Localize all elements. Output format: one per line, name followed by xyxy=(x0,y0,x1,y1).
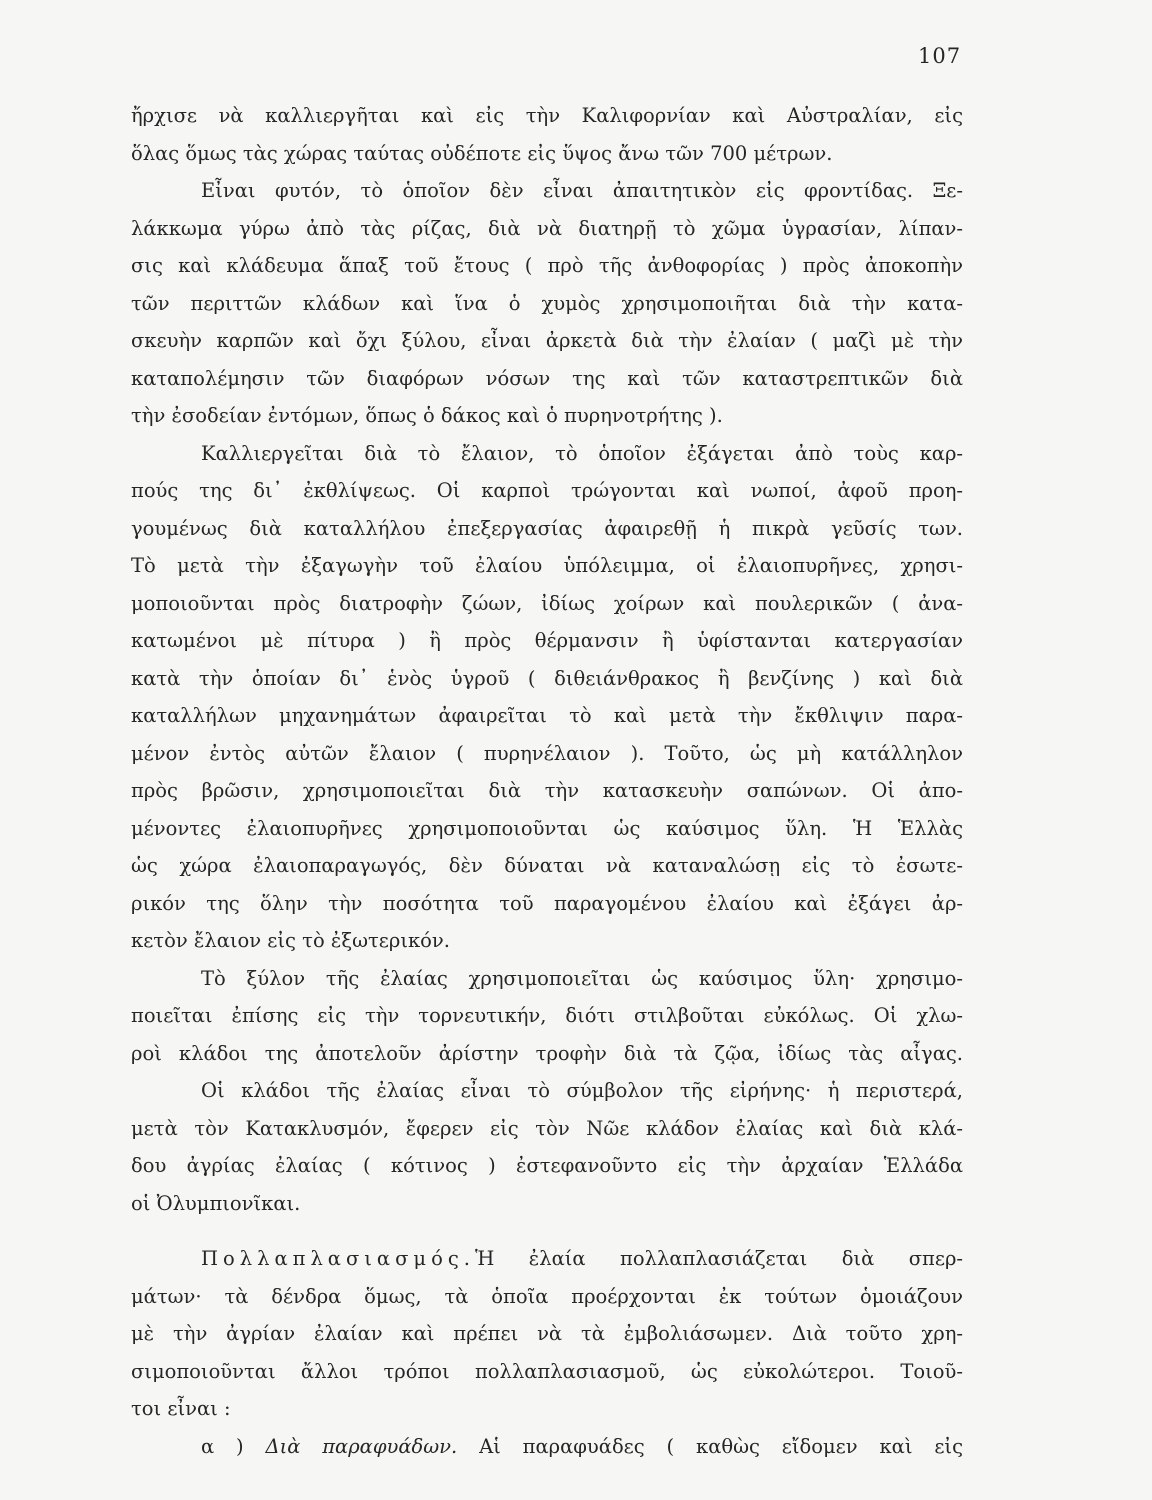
text-line: Τὸ μετὰ τὴν ἐξαγωγὴν τοῦ ἐλαίου ὑπόλειμμα, οἱ ἐλαιοπυρῆνες, χρησι- xyxy=(131,554,963,577)
body-text xyxy=(131,97,963,1465)
text-line: κατωμένοι μὲ πίτυρα ) ἢ πρὸς θέρμανσιν ἢ ὑφίστανται κατεργασίαν xyxy=(131,629,963,652)
text-line: καταπολέμησιν τῶν διαφόρων νόσων της καὶ τῶν καταστρεπτικῶν διὰ xyxy=(131,366,963,390)
text-line: σκευὴν καρπῶν καὶ ὄχι ξύλου, εἶναι ἀρκετὰ διὰ τὴν ἐλαίαν ( μαζὶ μὲ τὴν xyxy=(131,329,963,352)
text-line: γουμένως διὰ καταλλήλου ἐπεξεργασίας ἀφαιρεθῇ ἡ πικρὰ γεῦσίς των. xyxy=(131,516,963,540)
text-line: ροὶ κλάδοι της ἀποτελοῦν ἀρίστην τροφὴν διὰ τὰ ζῷα, ἰδίως τὰς αἶγας. xyxy=(131,1041,963,1065)
text-line: μένον ἐντὸς αὐτῶν ἔλαιον ( πυρηνέλαιον ). Τοῦτο, ὡς μὴ κατάλληλον xyxy=(131,741,963,765)
section-first-line xyxy=(131,1240,963,1278)
page-number: 107 xyxy=(918,44,962,68)
text-line: κατὰ τὴν ὁποίαν δι᾽ ἑνὸς ὑγροῦ ( διθειάνθρακος ἢ βενζίνης ) καὶ διὰ xyxy=(131,666,963,690)
text-line: καταλλήλων μηχανημάτων ἀφαιρεῖται τὸ καὶ μετὰ τὴν ἔκθλιψιν παρα- xyxy=(131,704,963,727)
text-line: Εἶναι φυτόν, τὸ ὁποῖον δὲν εἶναι ἀπαιτητικὸν εἰς φροντίδας. Ξε- xyxy=(201,179,963,202)
text-line: τὴν ἐσοδείαν ἐντόμων, ὅπως ὁ δάκος καὶ ὁ πυρηνοτρήτης ). xyxy=(131,404,723,427)
text-line: σιμοποιοῦνται ἄλλοι τρόποι πολλαπλασιασμοῦ, ὡς εὐκολώτεροι. Τοιοῦ- xyxy=(131,1359,963,1383)
text-line: Καλλιεργεῖται διὰ τὸ ἔλαιον, τὸ ὁποῖον ἐξάγεται ἀπὸ τοὺς καρ- xyxy=(201,441,963,465)
text-line: πρὸς βρῶσιν, χρησιμοποιεῖται διὰ τὴν κατασκευὴν σαπώνων. Οἱ ἀπο- xyxy=(131,779,963,802)
list-item-marker: α ) xyxy=(201,1434,244,1458)
list-item-text: Αἱ παραφυάδες ( καθὼς εἴδομεν καὶ εἰς xyxy=(479,1434,963,1458)
text-line: μετὰ τὸν Κατακλυσμόν, ἔφερεν εἰς τὸν Νῶε κλάδον ἐλαίας καὶ διὰ κλά- xyxy=(131,1116,963,1140)
text-line: οἱ Ὀλυμπιονῖκαι. xyxy=(131,1191,301,1215)
text-line: τῶν περιττῶν κλάδων καὶ ἵνα ὁ χυμὸς χρησιμοποιῆται διὰ τὴν κατα- xyxy=(131,291,963,315)
text-line: Οἱ κλάδοι τῆς ἐλαίας εἶναι τὸ σύμβολον τῆς εἰρήνης· ἡ περιστερά, xyxy=(201,1079,963,1102)
section-heading: Πολλαπλασιασμός. xyxy=(201,1247,475,1270)
section-first-line-text: Ἡ ἐλαία πολλαπλασιάζεται διὰ σπερ- xyxy=(474,1247,963,1270)
text-line: ὅλας ὅμως τὰς χώρας ταύτας οὐδέποτε εἰς ὕψος ἄνω τῶν 700 μέτρων. xyxy=(131,141,833,165)
list-item xyxy=(131,1428,963,1466)
text-line: μένοντες ἐλαιοπυρῆνες χρησιμοποιοῦνται ὡς καύσιμος ὕλη. Ἡ Ἑλλὰς xyxy=(131,816,963,840)
text-line: μάτων· τὰ δένδρα ὅμως, τὰ ὁποῖα προέρχονται ἐκ τούτων ὁμοιάζουν xyxy=(131,1284,963,1308)
text-line: ποιεῖται ἐπίσης εἰς τὴν τορνευτικήν, διότι στιλβοῦται εὐκόλως. Οἱ χλω- xyxy=(131,1004,963,1027)
text-line: σις καὶ κλάδευμα ἅπαξ τοῦ ἔτους ( πρὸ τῆς ἀνθοφορίας ) πρὸς ἀποκοπὴν xyxy=(131,254,963,277)
text-line: ἤρχισε νὰ καλλιεργῆται καὶ εἰς τὴν Καλιφορνίαν καὶ Αὐστραλίαν, εἰς xyxy=(131,104,963,127)
text-line: μὲ τὴν ἀγρίαν ἐλαίαν καὶ πρέπει νὰ τὰ ἐμβολιάσωμεν. Διὰ τοῦτο χρη- xyxy=(131,1322,963,1345)
list-item-title: Διὰ παραφυάδων. xyxy=(265,1434,458,1458)
text-line: δου ἀγρίας ἐλαίας ( κότινος ) ἐστεφανοῦντο εἰς τὴν ἀρχαίαν Ἑλλάδα xyxy=(131,1154,963,1177)
text-line: μοποιοῦνται πρὸς διατροφὴν ζώων, ἰδίως χοίρων καὶ πουλερικῶν ( ἀνα- xyxy=(131,591,963,615)
text-line: λάκκωμα γύρω ἀπὸ τὰς ρίζας, διὰ νὰ διατηρῇ τὸ χῶμα ὑγρασίαν, λίπαν- xyxy=(131,216,963,240)
text-line: Τὸ ξύλον τῆς ἐλαίας χρησιμοποιεῖται ὡς καύσιμος ὕλη· χρησιμο- xyxy=(201,966,963,990)
text-line: κετὸν ἔλαιον εἰς τὸ ἐξωτερικόν. xyxy=(131,929,450,952)
text-line: πούς της δι᾽ ἐκθλίψεως. Οἱ καρποὶ τρώγονται καὶ νωποί, ἀφοῦ προη- xyxy=(131,479,963,502)
text-line: τοι εἶναι : xyxy=(131,1397,231,1420)
text-line: ὡς χώρα ἐλαιοπαραγωγός, δὲν δύναται νὰ καταναλώσῃ εἰς τὸ ἐσωτε- xyxy=(131,854,963,877)
text-line: ρικόν της ὅλην τὴν ποσότητα τοῦ παραγομένου ἐλαίου καὶ ἐξάγει ἀρ- xyxy=(131,891,963,915)
section-spacer xyxy=(131,1222,963,1240)
